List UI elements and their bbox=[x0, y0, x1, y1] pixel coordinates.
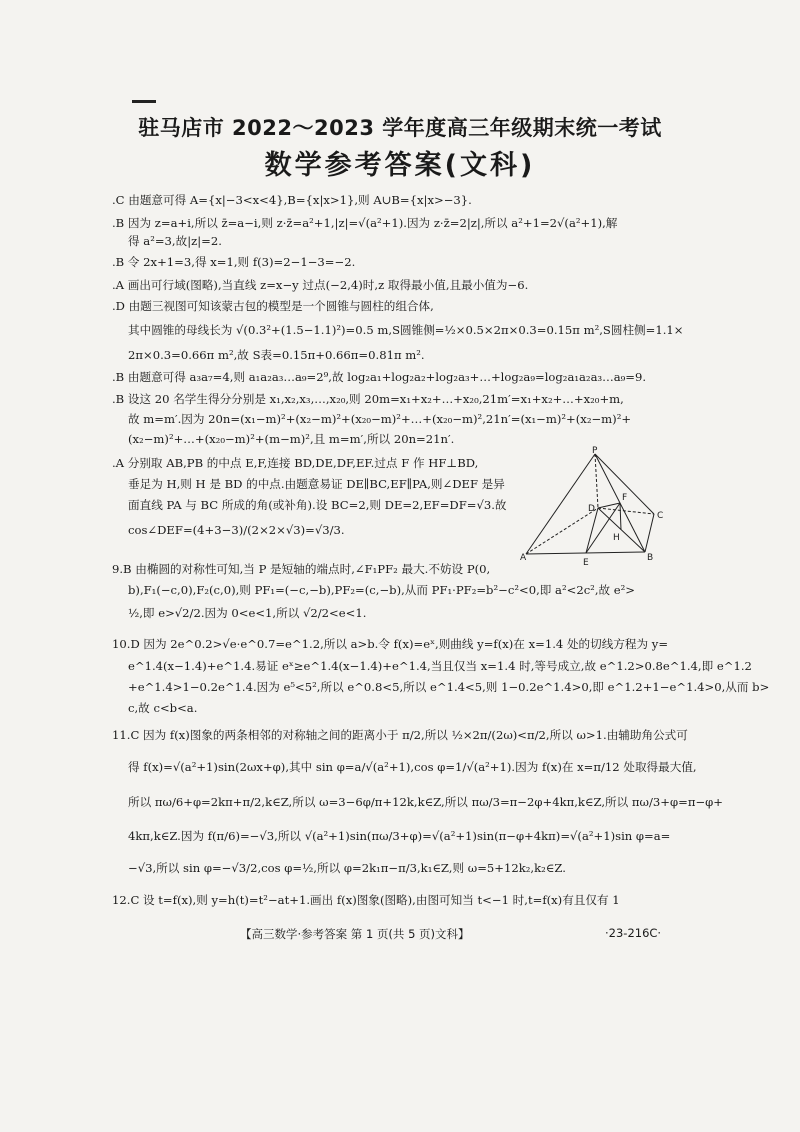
answer-line: 得 f(x)=√(a²+1)sin(2ωx+φ),其中 sin φ=a/√(a²+1),cos φ=1/√(a²+1).因为 f(x)在 x=π/12 处取得最大值, bbox=[128, 760, 697, 774]
answer-line: 4kπ,k∈Z.因为 f(π/6)=−√3,所以 √(a²+1)sin(πω/3+φ)=√(a²+1)sin(π−φ+4kπ)=√(a²+1)sin φ=a= bbox=[128, 829, 671, 843]
answer-line: 12.C 设 t=f(x),则 y=h(t)=t²−at+1.画出 f(x)图象(图略),由图可知当 t<−1 时,t=f(x)有且仅有 1 bbox=[112, 893, 620, 907]
answer-line: e^1.4(x−1.4)+e^1.4.易证 eˣ≥e^1.4(x−1.4)+e^1.4,当且仅当 x=1.4 时,等号成立,故 e^1.2>0.8e^1.4,即 e^1.2 bbox=[128, 659, 752, 673]
answer-subtitle: 数学参考答案(文科) bbox=[264, 150, 536, 181]
page-footer: 【高三数学·参考答案 第 1 页(共 5 页)文科】 bbox=[240, 927, 470, 941]
answer-line: 9.B 由椭圆的对称性可知,当 P 是短轴的端点时,∠F₁PF₂ 最大.不妨设 P(0, bbox=[112, 562, 491, 576]
vertex-label: E bbox=[583, 558, 589, 568]
answer-line: .B 设这 20 名学生得分分别是 x₁,x₂,x₃,…,x₂₀,则 20m=x₁+x₂+…+x₂₀,21m′=x₁+x₂+…+x₂₀+m, bbox=[112, 392, 624, 406]
answer-line: .D 由题三视图可知该蒙古包的模型是一个圆锥与圆柱的组合体, bbox=[112, 299, 434, 313]
answer-line: .C 由题意可得 A={x|−3<x<4},B={x|x>1},则 A∪B={x|x>−3}. bbox=[112, 193, 472, 207]
corner-mark bbox=[132, 100, 156, 103]
answer-line: 其中圆锥的母线长为 √(0.3²+(1.5−1.1)²)=0.5 m,S圆锥侧=½×0.5×2π×0.3=0.15π m²,S圆柱侧=1.1× bbox=[128, 323, 684, 337]
document-code: ·23-216C· bbox=[605, 926, 662, 940]
answer-line: ½,即 e>√2/2.因为 0<e<1,所以 √2/2<e<1. bbox=[128, 606, 367, 620]
answer-line: cos∠DEF=(4+3−3)/(2×2×√3)=√3/3. bbox=[128, 523, 345, 537]
pyramid-figure bbox=[520, 448, 670, 568]
answer-line: 垂足为 H,则 H 是 BD 的中点.由题意易证 DE∥BC,EF∥PA,则∠DEF 是异 bbox=[128, 477, 505, 491]
answer-line: 2π×0.3=0.66π m²,故 S表=0.15π+0.66π=0.81π m². bbox=[128, 348, 425, 362]
vertex-label: D bbox=[588, 504, 595, 514]
answer-line: 故 m=m′.因为 20n=(x₁−m)²+(x₂−m)²+(x₂₀−m)²+…+(x₂₀−m)²,21n′=(x₁−m)²+(x₂−m)²+ bbox=[128, 412, 632, 426]
answer-line: (x₂−m)²+…+(x₂₀−m)²+(m−m)²,且 m=m′,所以 20n=21n′. bbox=[128, 432, 455, 446]
vertex-label: B bbox=[647, 553, 654, 563]
vertex-label: P bbox=[592, 446, 598, 456]
answer-line: .A 画出可行域(图略),当直线 z=x−y 过点(−2,4)时,z 取得最小值,且最小值为−6. bbox=[112, 278, 529, 292]
answer-line: −√3,所以 sin φ=−√3/2,cos φ=½,所以 φ=2k₁π−π/3,k₁∈Z,则 ω=5+12k₂,k₂∈Z. bbox=[128, 861, 566, 875]
exam-title: 驻马店市 2022～2023 学年度高三年级期末统一考试 bbox=[138, 116, 662, 140]
answer-line: 11.C 因为 f(x)图象的两条相邻的对称轴之间的距离小于 π/2,所以 ½×2π/(2ω)<π/2,所以 ω>1.由辅助角公式可 bbox=[112, 728, 688, 742]
answer-line: .A 分别取 AB,PB 的中点 E,F,连接 BD,DE,DF,EF.过点 F 作 HF⊥BD, bbox=[112, 456, 479, 470]
answer-line: .B 由题意可得 a₃a₇=4,则 a₁a₂a₃…a₉=2⁹,故 log₂a₁+log₂a₂+log₂a₃+…+log₂a₉=log₂a₁a₂a₃…a₉=9. bbox=[112, 370, 647, 384]
answer-line: 10.D 因为 2e^0.2>√e·e^0.7=e^1.2,所以 a>b.令 f(x)=eˣ,则曲线 y=f(x)在 x=1.4 处的切线方程为 y= bbox=[112, 637, 669, 651]
answer-line: 面直线 PA 与 BC 所成的角(或补角).设 BC=2,则 DE=2,EF=DF=√3.故 bbox=[128, 498, 507, 512]
answer-line: .B 令 2x+1=3,得 x=1,则 f(3)=2−1−3=−2. bbox=[112, 255, 356, 269]
vertex-label: H bbox=[613, 533, 620, 543]
answer-line: 得 a²=3,故|z|=2. bbox=[128, 234, 222, 248]
answer-line: 所以 πω/6+φ=2kπ+π/2,k∈Z,所以 ω=3−6φ/π+12k,k∈Z,所以 πω/3=π−2φ+4kπ,k∈Z,所以 πω/3+φ=π−φ+ bbox=[128, 795, 723, 809]
answer-line: .B 因为 z=a+i,所以 z̄=a−i,则 z·z̄=a²+1,|z|=√(a²+1).因为 z·z̄=2|z|,所以 a²+1=2√(a²+1),解 bbox=[112, 216, 618, 230]
vertex-label: C bbox=[657, 511, 664, 521]
answer-line: +e^1.4>1−0.2e^1.4.因为 e⁵<5²,所以 e^0.8<5,所以 e^1.4<5,则 1−0.2e^1.4>0,即 e^1.2+1−e^1.4>0,从而 b> bbox=[128, 680, 770, 694]
vertex-label: F bbox=[622, 493, 628, 503]
answer-line: b),F₁(−c,0),F₂(c,0),则 PF₁=(−c,−b),PF₂=(c,−b),从而 PF₁·PF₂=b²−c²<0,即 a²<2c²,故 e²> bbox=[128, 583, 636, 597]
vertex-label: A bbox=[520, 553, 527, 563]
answer-line: c,故 c<b<a. bbox=[128, 701, 198, 715]
